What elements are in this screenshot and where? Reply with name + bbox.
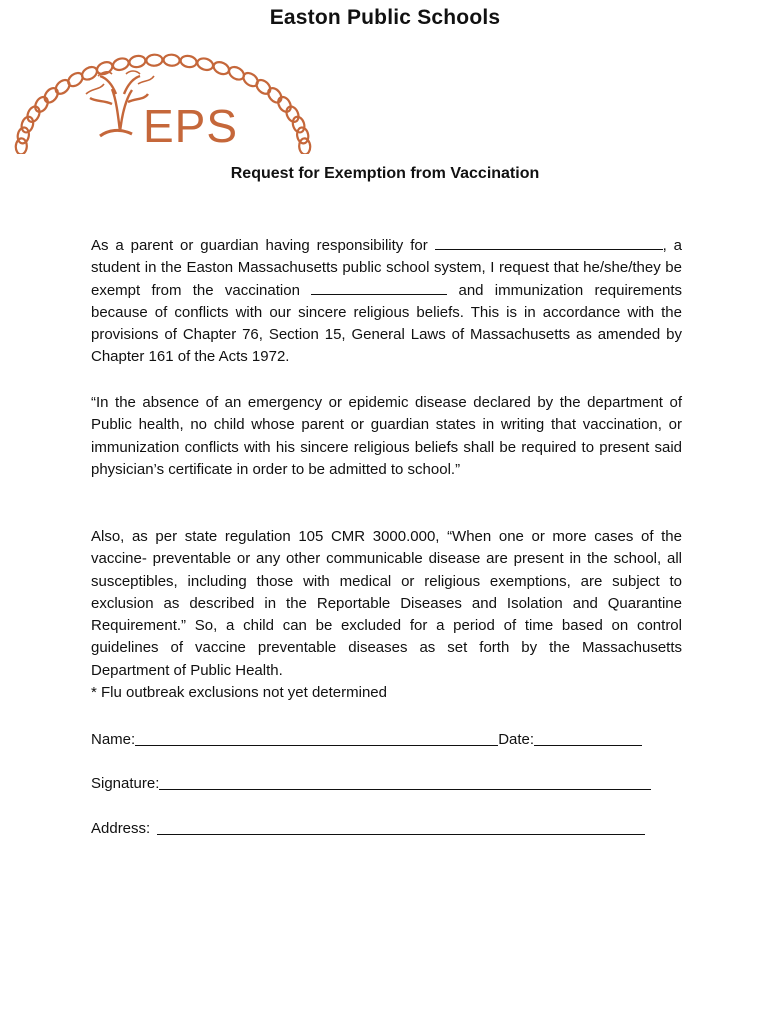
- paragraph-text: , a student in the Easton Massachusetts public school system, I request that he/she/they be exempt from the vaccination: [91, 237, 682, 299]
- school-logo: [8, 44, 318, 154]
- signature-row: [91, 774, 651, 792]
- paragraph-request: [91, 235, 682, 369]
- arch-stone: [146, 54, 163, 66]
- arch-stone: [299, 138, 311, 154]
- vaccination-blank[interactable]: [311, 280, 447, 295]
- student-name-blank[interactable]: [435, 235, 663, 250]
- arch-stone: [25, 105, 42, 124]
- signature-label: Signature:: [91, 775, 160, 792]
- arch-stone: [42, 86, 61, 105]
- flu-note: * Flu outbreak exclusions not yet determined: [91, 684, 387, 702]
- arch-stone: [180, 55, 198, 69]
- paragraph-quote: [91, 392, 682, 481]
- arch-stone: [163, 54, 180, 66]
- arch-stone: [33, 95, 51, 114]
- date-field[interactable]: [534, 730, 642, 746]
- arch-stone: [266, 86, 285, 105]
- page-title: Easton Public Schools: [269, 6, 501, 29]
- arch-stone: [196, 57, 215, 72]
- name-field[interactable]: [135, 730, 498, 746]
- document-title: Request for Exemption from Vaccination: [230, 165, 540, 182]
- name-label: Name:: [91, 731, 136, 748]
- arch-stone: [129, 55, 147, 69]
- address-label: Address:: [91, 820, 151, 837]
- paragraph-text: and immunization requirements because of conflicts with our sincere religious beliefs. This is in accordance with the provisions of Chapter 76, Section 15, General Laws of Massachusetts as amended by Chapter 161 of the Acts 1972.: [91, 281, 682, 366]
- date-label: Date:: [498, 731, 535, 748]
- address-row: [91, 819, 645, 837]
- arch-stone: [212, 60, 231, 77]
- paragraph-text: Also, as per state regulation 105 CMR 3000.000, “When one or more cases of the vaccine- preventable or any other communicable disease are present in the school, all susceptibles, including those with medical or religious exemptions, are subject to exclusion as described in the Reportable Diseases and Isolation and Quarantine Requirement.” So, a child can be excluded for a period of time based on control guidelines of vaccine preventable diseases as set forth by the Massachusetts Department of Public Health.: [91, 528, 682, 679]
- paragraph-text: As a parent or guardian having responsibility for: [91, 237, 428, 254]
- arch-stone: [15, 138, 27, 154]
- paragraph-text: “In the absence of an emergency or epidemic disease declared by the department of Public health, no child whose parent or guardian states in writing that vaccination, or immunization conflicts with his sincere religious beliefs shall be required to present said physician’s certificate in order to be admitted to school.”: [91, 394, 682, 478]
- name-date-row: [91, 730, 642, 748]
- signature-field[interactable]: [159, 774, 651, 790]
- paragraph-regulation: [91, 526, 682, 704]
- address-field[interactable]: [157, 819, 645, 835]
- arch-stone: [276, 95, 294, 114]
- logo-text: EPS: [143, 100, 239, 152]
- arch-stone: [112, 57, 131, 72]
